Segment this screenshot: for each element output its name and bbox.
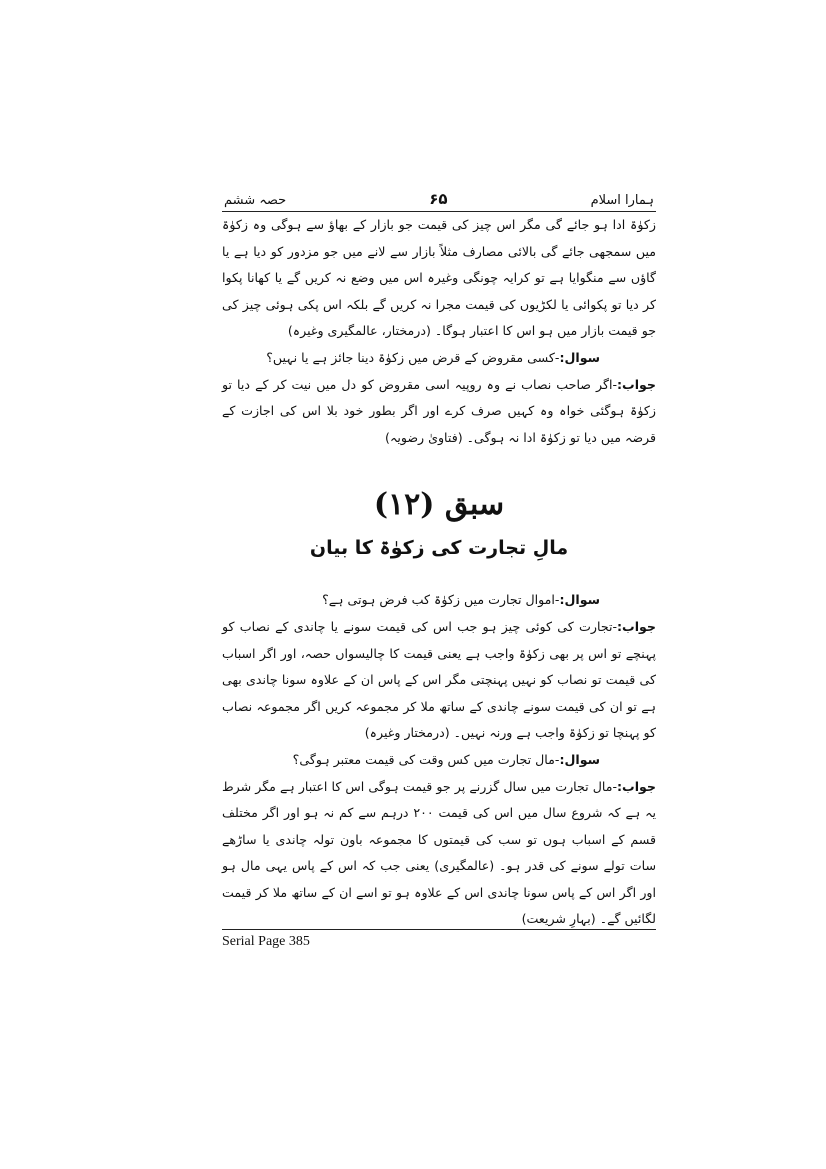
page-number: ۶۵ [429,190,448,208]
answer-label: جواب: [617,376,656,392]
question-1 [222,345,656,372]
question-label: سوال: [559,751,600,767]
question-label: سوال: [559,349,600,365]
answer-label: جواب: [617,778,656,794]
page-content [222,178,656,933]
answer-text: -اگر صاحب نصاب نے وہ روپیہ اسی مقروض کو دل میں نیت کر کے دیا تو زکوٰۃ ہوگئی خواہ وہ کہیں صرف کرے اور اگر بطور خود بلا اس کی اجازت کے قرضہ میں دیا تو زکوٰۃ ادا نہ ہوگی۔ (فتاویٰ رضویہ) [222,376,656,445]
serial-page: Serial Page 385 [222,934,310,949]
answer-label: جواب: [617,618,656,634]
question-2 [222,587,656,614]
question-label: سوال: [559,592,600,608]
answer-text: -مال تجارت میں سال گزرنے پر جو قیمت ہوگی اس کا اعتبار ہے مگر شرط یہ ہے کہ شروع سال میں اس کی قیمت ۲۰۰ درہم سے کم نہ ہو اور اگر مختلف قسم کے اسباب ہوں تو سب کی قیمتوں کا مجموعہ باون تولہ چاندی یا ساڑھے سات تولے سونے کی قدر ہو۔ (عالمگیری) یعنی جب کہ اس کے پاس یہی مال ہو اور اگر اس کے پاس سونا چاندی اس کے علاوہ ہو تو اسے ان کے ساتھ ملا کر قیمت لگائیں گے۔ (بہارِ شریعت) [222,778,656,927]
question-text: -مال تجارت میں کس وقت کی قیمت معتبر ہوگی؟ [292,751,560,767]
lesson-title: سبق (۱۲) [373,487,505,523]
question-text: -اموال تجارت میں زکوٰۃ کب فرض ہوتی ہے؟ [322,592,560,608]
footer-divider [222,929,656,930]
part-label: حصہ ششم [224,193,287,208]
intro-paragraph: زکوٰۃ ادا ہو جائے گی مگر اس چیز کی قیمت جو بازار کے بھاؤ سے ہوگی وہ زکوٰۃ میں سمجھی جائے گی بالائی مصارف مثلاً بازار سے لانے میں جو مزدور کو دیا ہے یا گاؤں سے منگوایا ہے تو کرایہ چونگی وغیرہ اس میں وضع نہ کریں گے یا کھانا پکوا کر دیا تو پکوائی یا لکڑیوں کی قیمت مجرا نہ کریں گے بلکہ اس پکی ہوئی چیز کی جو قیمت بازار میں ہو اس کا اعتبار ہوگا۔ (درمختار، عالمگیری وغیرہ) [222,217,656,339]
answer-3 [222,774,656,934]
question-text: -کسی مقروض کے قرض میں زکوٰۃ دینا جائز ہے یا نہیں؟ [266,349,560,365]
running-header [222,178,656,212]
lesson-subtitle: مالِ تجارت کی زکوٰۃ کا بیان [309,537,569,560]
question-3 [222,747,656,774]
answer-1 [222,372,656,452]
answer-text: -تجارت کی کوئی چیز ہو جب اس کی قیمت سونے یا چاندی کے نصاب کو پہنچے تو اس پر بھی زکوٰۃ واجب ہے یعنی قیمت کا چالیسواں حصہ، اور اگر اسباب کی قیمت تو نصاب کو نہیں پہنچتی مگر اس کے پاس ان کے علاوہ سونا چاندی بھی ہے تو ان کی قیمت سونے چاندی کے ساتھ ملا کر مجموعہ کریں اگر مجموعہ نصاب کو پہنچا تو زکوٰۃ واجب ہے ورنہ نہیں۔ (درمختار وغیرہ) [222,618,656,741]
answer-2 [222,614,656,747]
book-title: ہمارا اسلام [590,193,654,208]
